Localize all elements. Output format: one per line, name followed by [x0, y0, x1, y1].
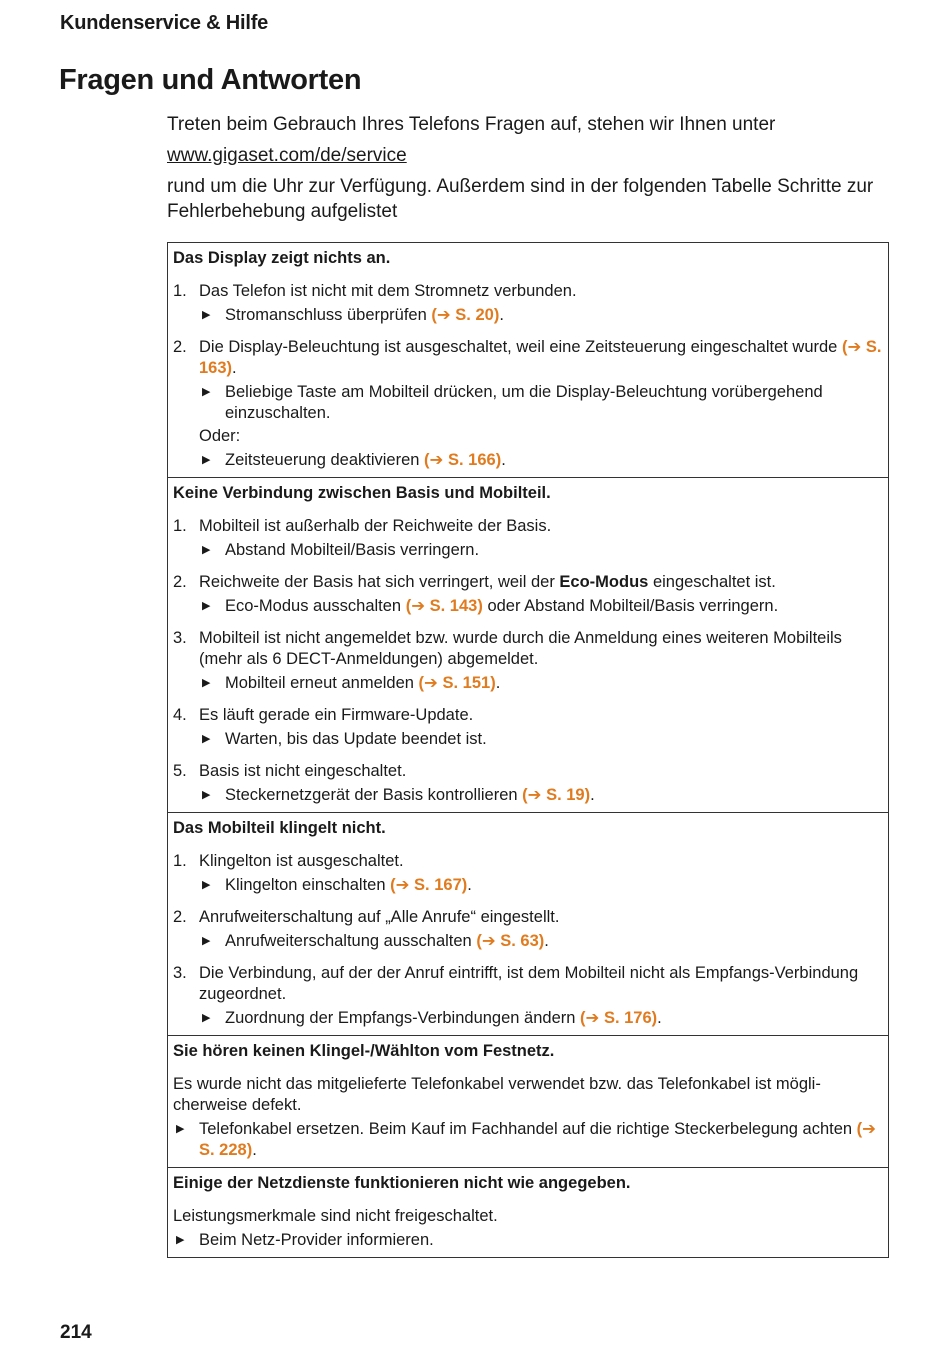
page-title: Fragen und Antworten — [59, 64, 362, 96]
page-reference[interactable]: (➔ S. 151) — [418, 674, 496, 692]
item-number: 1. — [173, 517, 187, 535]
faq-section — [168, 1167, 888, 1257]
intro-line-1: Treten beim Gebrauch Ihres Telefons Fragen auf, stehen wir Ihnen unter — [167, 114, 776, 135]
step-text: Mobilteil erneut anmelden — [225, 674, 414, 692]
faq-section — [168, 243, 888, 477]
page-reference[interactable]: (➔ S. 228) — [199, 1120, 876, 1159]
arrow-right-icon: ➔ — [481, 932, 496, 950]
action-step: ▶ Steckernetzgerät der Basis kontrollieren (➔ S. 19). — [199, 785, 882, 806]
action-step — [199, 729, 882, 750]
triangle-bullet-icon: ▶ — [202, 544, 211, 556]
triangle-bullet-icon: ▶ — [202, 789, 211, 801]
list-item — [173, 851, 882, 896]
arrow-right-icon: ➔ — [395, 876, 410, 894]
item-number: 2. — [173, 908, 187, 926]
faq-section — [168, 1035, 888, 1167]
list-item — [173, 761, 882, 806]
arrow-right-icon: ➔ — [424, 674, 438, 692]
action-step — [173, 1230, 882, 1251]
action-step: ▶ Anrufweiterschaltung ausschalten (➔ S. 63). — [199, 931, 882, 952]
action-step: ▶ Mobilteil erneut anmelden (➔ S. 151). — [199, 673, 882, 694]
service-link[interactable]: www.gigaset.com/de/service — [167, 145, 407, 166]
page-reference[interactable]: (➔ S. 63) — [476, 932, 545, 950]
step-text: Beim Netz-Provider informieren. — [199, 1231, 434, 1249]
triangle-bullet-icon: ▶ — [176, 1123, 185, 1135]
item-text: Reichweite der Basis hat sich verringert, weil der Eco-Modus eingeschaltet ist. — [199, 573, 776, 591]
list-item — [173, 516, 882, 561]
section-text: Leistungsmerkmale sind nicht freigeschaltet. — [173, 1207, 498, 1225]
step-text: Abstand Mobilteil/Basis verringern. — [225, 541, 480, 559]
arrow-right-icon: ➔ — [527, 786, 542, 804]
item-text: Basis ist nicht eingeschaltet. — [199, 762, 407, 780]
step-text: Eco-Modus ausschalten — [225, 597, 402, 615]
page-reference[interactable]: (➔ S. 167) — [390, 876, 468, 894]
action-step — [199, 382, 882, 424]
step-text: Anrufweiterschaltung ausschalten — [225, 932, 472, 950]
faq-section — [168, 812, 888, 1035]
section-text: Es wurde nicht das mitgelieferte Telefonkabel verwendet bzw. das Telefonkabel ist möglicherweise defekt. — [173, 1075, 821, 1114]
intro-line-2: rund um die Uhr zur Verfügung. Außerdem sind in der folgenden Tabelle Schritte zur Fehlerbehebung aufgelistet — [167, 176, 874, 222]
triangle-bullet-icon: ▶ — [202, 309, 211, 321]
triangle-bullet-icon: ▶ — [202, 386, 211, 398]
item-number: 2. — [173, 573, 187, 591]
item-text: Das Telefon ist nicht mit dem Stromnetz verbunden. — [199, 282, 577, 300]
triangle-bullet-icon: ▶ — [202, 454, 211, 466]
triangle-bullet-icon: ▶ — [202, 677, 211, 689]
item-number: 2. — [173, 338, 187, 356]
arrow-right-icon: ➔ — [862, 1120, 876, 1138]
step-text: Zuordnung der Empfangs-Verbindungen ändern — [225, 1009, 576, 1027]
item-number: 3. — [173, 629, 187, 647]
action-step — [199, 540, 882, 561]
page-number: 214 — [60, 1322, 92, 1343]
step-text: Telefonkabel ersetzen. Beim Kauf im Fachhandel auf die richtige Steckerbelegung achten — [199, 1120, 853, 1138]
section-title: Das Mobilteil klingelt nicht. — [173, 819, 386, 837]
item-text: Mobilteil ist außerhalb der Reichweite der Basis. — [199, 517, 552, 535]
arrow-right-icon: ➔ — [847, 338, 862, 356]
item-number: 4. — [173, 706, 187, 724]
page-reference[interactable]: (➔ S. 176) — [580, 1009, 658, 1027]
page-reference[interactable]: (➔ S. 19) — [522, 786, 591, 804]
triangle-bullet-icon: ▶ — [202, 600, 211, 612]
triangle-bullet-icon: ▶ — [202, 879, 211, 891]
item-number: 1. — [173, 852, 187, 870]
page-reference[interactable]: (➔ S. 20) — [431, 306, 500, 324]
triangle-bullet-icon: ▶ — [202, 935, 211, 947]
list-item — [173, 572, 882, 617]
item-text: Mobilteil ist nicht angemeldet bzw. wurde durch die Anmeldung eines weiteren Mobilteils (mehr als 6 DECT-Anmeldungen) abgemeldet. — [199, 629, 842, 668]
item-text: Klingelton ist ausgeschaltet. — [199, 852, 404, 870]
step-text: Steckernetzgerät der Basis kontrollieren — [225, 786, 518, 804]
list-item — [173, 705, 882, 750]
step-text: Beliebige Taste am Mobilteil drücken, um die Display-Beleuchtung vorübergehend einzuschalten. — [225, 383, 823, 422]
triangle-bullet-icon: ▶ — [202, 733, 211, 745]
section-title: Einige der Netzdienste funktionieren nicht wie angegeben. — [173, 1174, 631, 1192]
page-reference[interactable]: (➔ S. 166) — [424, 451, 502, 469]
step-text: Warten, bis das Update beendet ist. — [225, 730, 487, 748]
item-text: Die Verbindung, auf der der Anruf eintrifft, ist dem Mobilteil nicht als Empfangs-Verbindung zugeordnet. — [199, 964, 859, 1003]
item-number: 5. — [173, 762, 187, 780]
item-number: 1. — [173, 282, 187, 300]
triangle-bullet-icon: ▶ — [202, 1012, 211, 1024]
list-item — [173, 337, 882, 471]
list-item — [173, 281, 882, 326]
list-item — [173, 628, 882, 694]
page-reference[interactable]: (➔ S. 143) — [405, 597, 483, 615]
alternative-label: Oder: — [199, 427, 241, 445]
item-number: 3. — [173, 964, 187, 982]
step-text: Zeitsteuerung deaktivieren — [225, 451, 420, 469]
arrow-right-icon: ➔ — [585, 1009, 600, 1027]
item-text: Es läuft gerade ein Firmware-Update. — [199, 706, 474, 724]
action-step: ▶ Stromanschluss überprüfen (➔ S. 20). — [199, 305, 882, 326]
faq-section — [168, 477, 888, 812]
arrow-right-icon: ➔ — [429, 451, 444, 469]
action-step: ▶ Eco-Modus ausschalten (➔ S. 143) oder Abstand Mobilteil/Basis verringern. — [199, 596, 882, 617]
section-header: Kundenservice & Hilfe — [60, 12, 269, 34]
step-text: Stromanschluss überprüfen — [225, 306, 427, 324]
item-text: Die Display-Beleuchtung ist ausgeschaltet, weil eine Zeitsteuerung eingeschaltet wurde (➔ S. 163). — [199, 338, 882, 377]
action-step: ▶ Klingelton einschalten (➔ S. 167). — [199, 875, 882, 896]
step-text: Klingelton einschalten — [225, 876, 386, 894]
section-title: Keine Verbindung zwischen Basis und Mobilteil. — [173, 484, 551, 502]
action-step: ▶ Zuordnung der Empfangs-Verbindungen ändern (➔ S. 176). — [199, 1008, 882, 1029]
list-item — [173, 963, 882, 1029]
intro — [167, 112, 887, 224]
action-step: ▶ Zeitsteuerung deaktivieren (➔ S. 166). — [199, 450, 882, 471]
triangle-bullet-icon: ▶ — [176, 1234, 185, 1246]
page-reference[interactable]: (➔ S. 163) — [199, 338, 882, 377]
item-text: Anrufweiterschaltung auf „Alle Anrufe“ eingestellt. — [199, 908, 560, 926]
section-title: Das Display zeigt nichts an. — [173, 249, 391, 267]
arrow-right-icon: ➔ — [436, 306, 451, 324]
list-item — [173, 907, 882, 952]
action-step: ▶ Telefonkabel ersetzen. Beim Kauf im Fachhandel auf die richtige Steckerbelegung achten (➔ S. 228). — [173, 1119, 882, 1161]
faq-table — [167, 242, 889, 1258]
arrow-right-icon: ➔ — [411, 597, 426, 615]
section-title: Sie hören keinen Klingel-/Wählton vom Festnetz. — [173, 1042, 555, 1060]
